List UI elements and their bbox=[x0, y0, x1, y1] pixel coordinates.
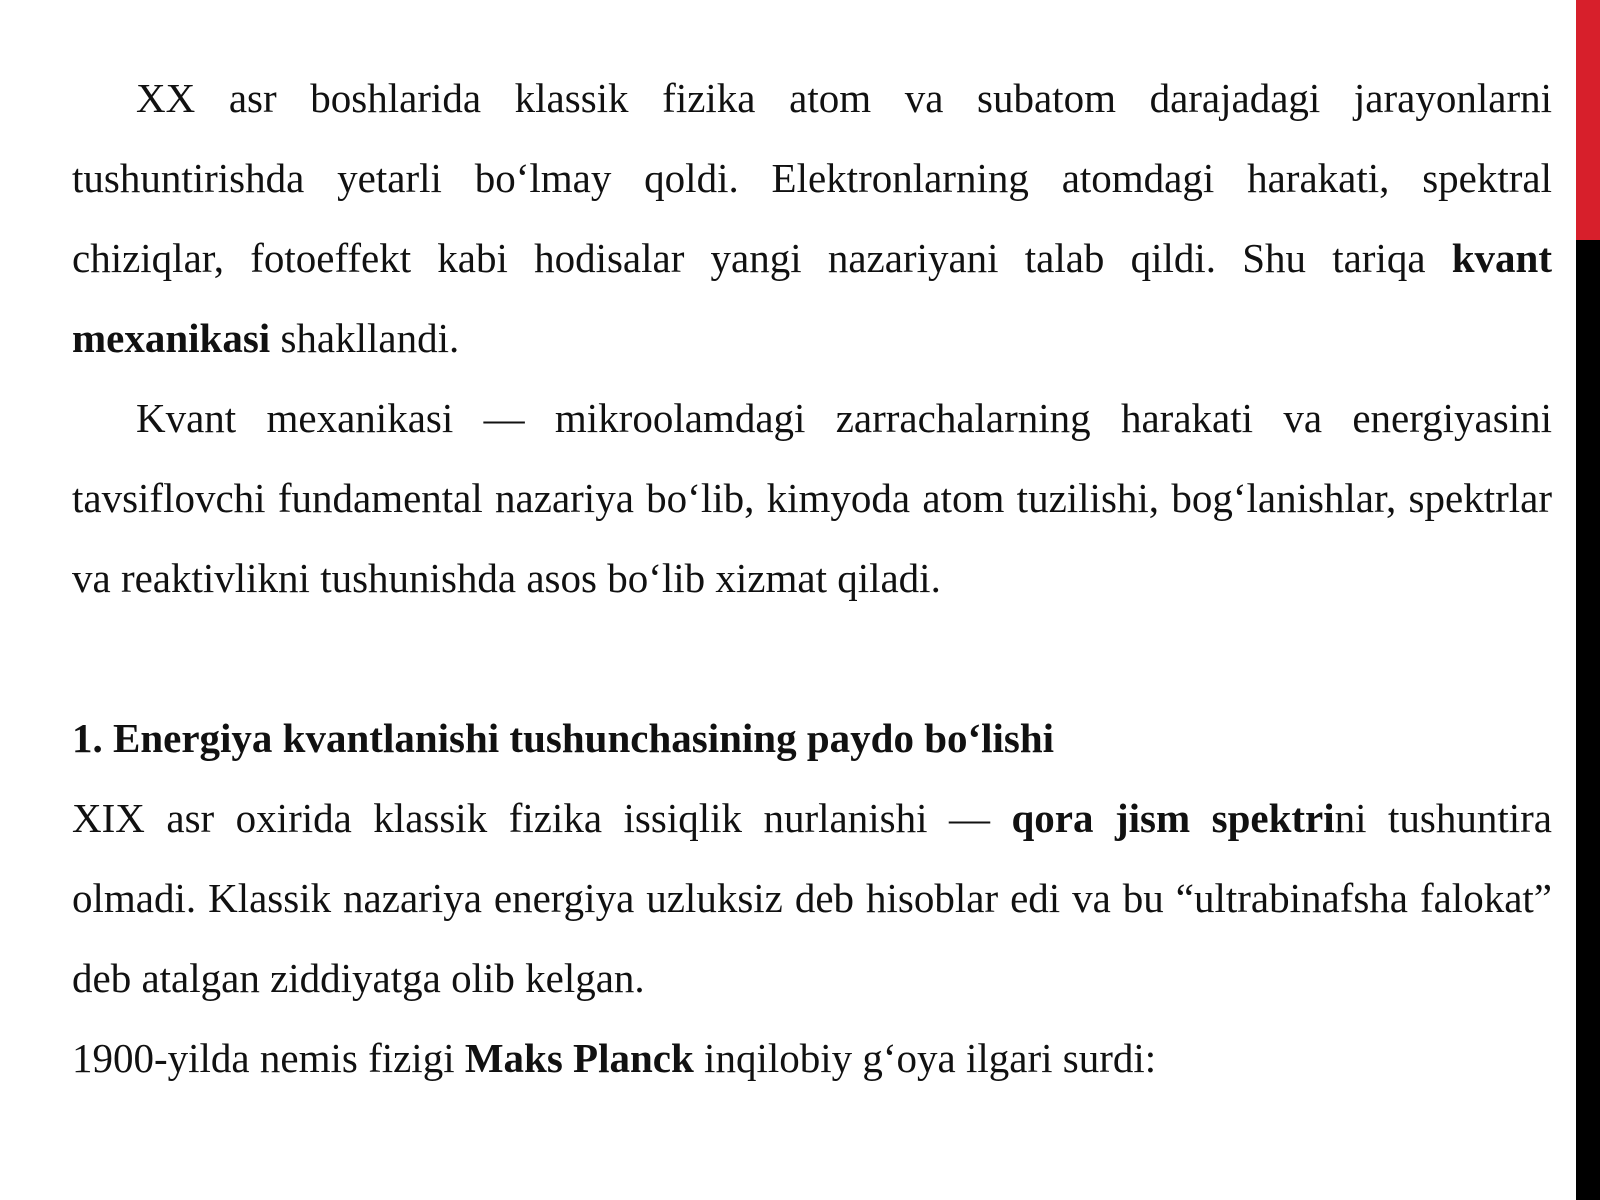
paragraph-intro-text: XX asr boshlarida klassik fizika atom va subatom darajadagi jarayonlarni tushuntirishda yetarli bo‘lmay qoldi. Elektronlarning atomdagi harakati, spektral chiziqlar, fotoeffekt kabi hodisalar yangi nazariyani talab qildi. Shu tariqa bbox=[72, 75, 1552, 281]
paragraph-definition-text: Kvant mexanikasi — mikroolamdagi zarrachalarning harakati va energiyasini tavsiflovchi fundamental nazariya bo‘lib, kimyoda atom tuzilishi, bog‘lanishlar, spektrlar va reaktivlikni tushunishda asos bo‘lib xizmat qiladi. bbox=[72, 395, 1552, 601]
term-qora-jism-spektri: qora jism spektri bbox=[1011, 795, 1335, 841]
paragraph-planck-text: 1900-yilda nemis fizigi bbox=[72, 1035, 465, 1081]
term-maks-planck: Maks Planck bbox=[464, 1035, 694, 1081]
paragraph-intro-text-end: shakllandi. bbox=[270, 315, 460, 361]
accent-bar-dark bbox=[1576, 240, 1600, 1200]
paragraph-definition bbox=[72, 378, 1552, 618]
term-kvant-mexanikasi: kvant mexanikasi bbox=[72, 235, 1552, 361]
slide-content bbox=[72, 58, 1552, 1098]
paragraph-black-body-text: XIX asr oxirida klassik fizika issiqlik nurlanishi — bbox=[72, 795, 1012, 841]
spacer bbox=[72, 618, 1552, 698]
paragraph-black-body-text-end: ni tushuntira olmadi. Klassik nazariya energiya uzluksiz deb hisoblar edi va bu “ultrabinafsha falokat” deb atalgan ziddiyatga olib kelgan. bbox=[72, 795, 1552, 1001]
paragraph-black-body bbox=[72, 778, 1552, 1018]
accent-bar-red bbox=[1576, 0, 1600, 240]
paragraph-planck bbox=[72, 1018, 1552, 1098]
section-heading: 1. Energiya kvantlanishi tushunchasining paydo bo‘lishi bbox=[72, 715, 1055, 761]
paragraph-intro bbox=[72, 58, 1552, 378]
paragraph-planck-text-end: inqilobiy g‘oya ilgari surdi: bbox=[693, 1035, 1157, 1081]
